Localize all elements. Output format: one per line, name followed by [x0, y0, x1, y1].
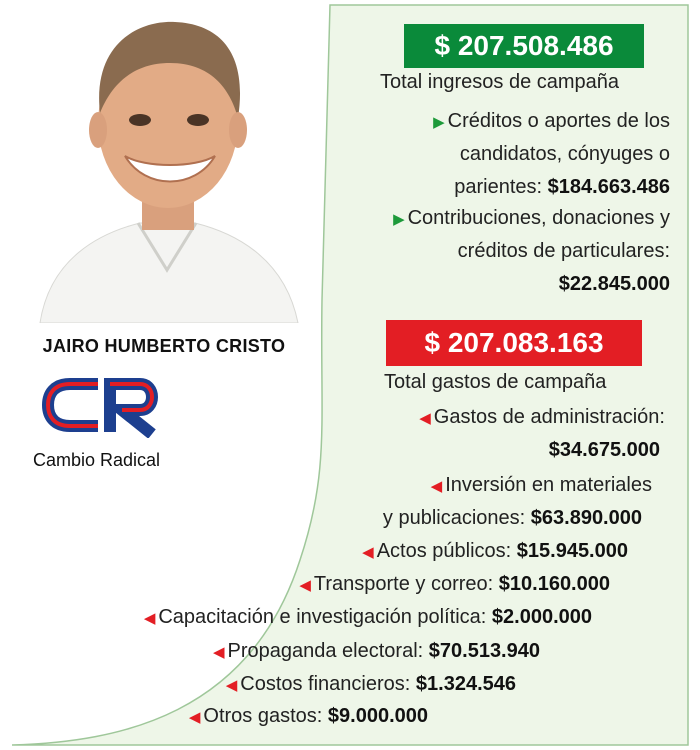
expense-item-other: ◀ Otros gastos: $9.000.000	[188, 705, 428, 727]
party-logo	[40, 372, 166, 438]
red-triangle-icon: ◀	[419, 410, 431, 427]
red-triangle-icon: ◀	[299, 577, 311, 594]
candidate-name: JAIRO HUMBERTO CRISTO	[42, 336, 286, 356]
income-item-2-line-3	[559, 273, 670, 296]
income-total-badge: $ 207.508.486	[404, 24, 644, 68]
expense-item-financial: ◀ Costos financieros: $1.324.546	[225, 673, 516, 695]
expense-amount-financial: $1.324.546	[415, 673, 516, 695]
income-item-1-amount: $184.663.486	[547, 176, 670, 198]
expense-total-badge: $ 207.083.163	[386, 320, 642, 366]
expense-item-administration: ◀ Gastos de administración:	[419, 406, 665, 428]
candidate-photo	[30, 8, 305, 323]
expense-item-training: ◀ Capacitación e investigación política: $2.000.000	[143, 606, 592, 628]
income-item-1-line-2: candidatos, cónyuges o	[459, 143, 670, 165]
income-item-1-line-1: ▶ Créditos o aportes de los	[433, 110, 670, 132]
expense-item-materials-line-1: ◀ Inversión en materiales	[430, 474, 652, 496]
income-item-1-line-3: parientes: $184.663.486	[454, 176, 670, 198]
expense-amount-materials: $63.890.000	[530, 507, 642, 529]
expense-item-transport: ◀ Transporte y correo: $10.160.000	[299, 573, 610, 595]
green-triangle-icon: ▶	[393, 211, 405, 228]
party-name: Cambio Radical	[33, 450, 161, 470]
income-item-2-amount: $22.845.000	[558, 273, 670, 295]
expense-amount-propaganda: $70.513.940	[428, 640, 540, 662]
red-triangle-icon: ◀	[212, 644, 225, 661]
red-triangle-icon: ◀	[188, 709, 201, 726]
expense-caption: Total gastos de campaña	[384, 371, 607, 393]
income-caption: Total ingresos de campaña	[380, 71, 620, 93]
red-triangle-icon: ◀	[362, 544, 374, 561]
expense-item-administration-amount-line	[549, 439, 660, 462]
expense-amount-transport: $10.160.000	[498, 573, 610, 595]
expense-amount-public-events: $15.945.000	[516, 540, 628, 562]
green-triangle-icon: ▶	[433, 114, 445, 131]
expense-amount-other: $9.000.000	[327, 705, 428, 727]
red-triangle-icon: ◀	[430, 478, 443, 495]
income-item-2-line-1: ▶ Contribuciones, donaciones y	[393, 207, 670, 229]
red-triangle-icon: ◀	[143, 610, 156, 627]
expense-item-materials-line-2: y publicaciones: $63.890.000	[382, 507, 642, 529]
expense-item-public-events: ◀ Actos públicos: $15.945.000	[362, 540, 628, 562]
red-triangle-icon: ◀	[225, 677, 238, 694]
expense-item-propaganda: ◀ Propaganda electoral: $70.513.940	[212, 640, 540, 662]
expense-amount-training: $2.000.000	[491, 606, 592, 628]
income-item-2-line-2: créditos de particulares:	[457, 240, 670, 262]
expense-amount-administration: $34.675.000	[548, 439, 660, 461]
